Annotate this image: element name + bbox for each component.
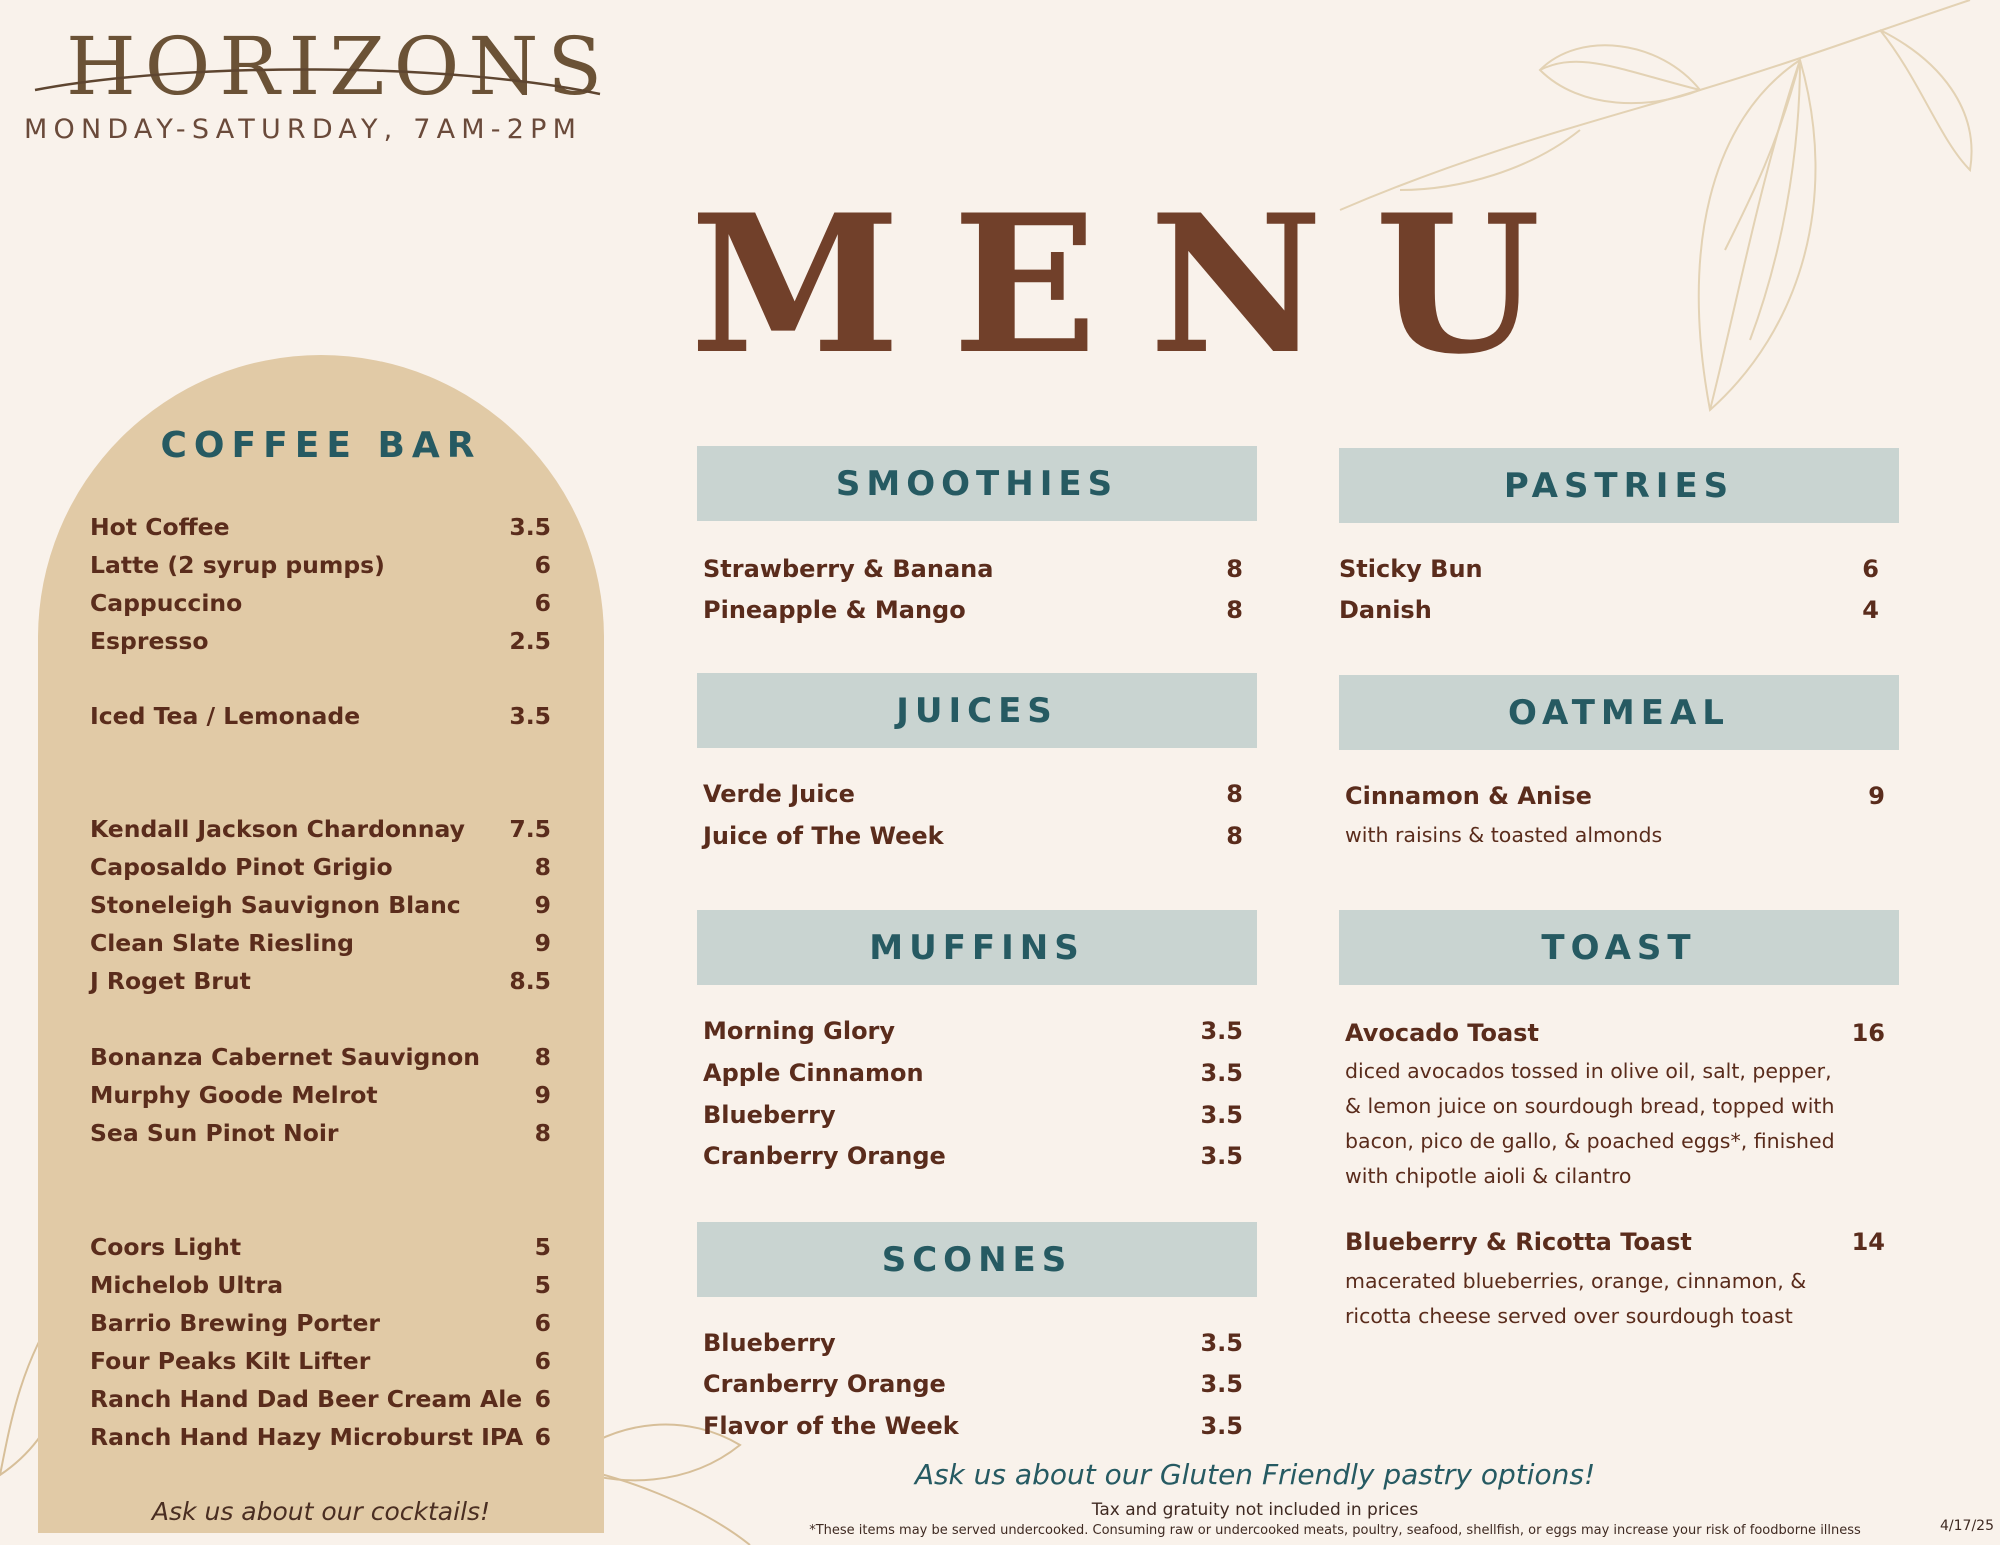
list-item xyxy=(90,1309,551,1337)
description-line: macerated blueberries, orange, cinnamon, & xyxy=(1345,1269,1807,1293)
list-item xyxy=(703,555,1243,583)
list-item xyxy=(90,1385,551,1413)
item-price: 2.5 xyxy=(509,627,551,655)
item-price: 8 xyxy=(1226,780,1243,808)
list-item xyxy=(90,513,551,541)
item-name: Iced Tea / Lemonade xyxy=(90,702,361,730)
item-price: 7.5 xyxy=(509,815,551,843)
item-price: 9 xyxy=(534,891,551,919)
item-price: 8 xyxy=(534,1043,551,1071)
item-price: 5 xyxy=(534,1271,551,1299)
item-price: 8 xyxy=(534,853,551,881)
list-item xyxy=(90,627,551,655)
item-name: Ranch Hand Dad Beer Cream Ale xyxy=(90,1385,523,1413)
item-name: Strawberry & Banana xyxy=(703,555,994,583)
list-item xyxy=(1345,1019,1885,1047)
item-name: Apple Cinnamon xyxy=(703,1059,924,1087)
item-description xyxy=(1345,1264,1806,1334)
list-item xyxy=(1345,1228,1885,1256)
item-name: Flavor of the Week xyxy=(703,1412,959,1440)
list-item xyxy=(703,780,1243,808)
item-description: with raisins & toasted almonds xyxy=(1345,823,1663,847)
coffee-bar-title: COFFEE BAR xyxy=(160,425,482,466)
list-item xyxy=(90,1423,551,1451)
item-price: 3.5 xyxy=(1200,1412,1243,1440)
tax-note: Tax and gratuity not included in prices xyxy=(1091,1500,1419,1520)
item-price: 16 xyxy=(1851,1019,1885,1047)
item-price: 9 xyxy=(534,929,551,957)
list-item xyxy=(1345,782,1885,810)
cocktails-note: Ask us about our cocktails! xyxy=(151,1497,491,1526)
list-item xyxy=(703,1101,1243,1129)
list-item xyxy=(90,967,551,995)
list-item xyxy=(90,1043,551,1071)
item-price: 6 xyxy=(534,589,551,617)
item-price: 3.5 xyxy=(1200,1329,1243,1357)
description-line: ricotta cheese served over sourdough toast xyxy=(1345,1304,1793,1328)
item-price: 3.5 xyxy=(1200,1101,1243,1129)
item-price: 8 xyxy=(1226,822,1243,850)
item-price: 6 xyxy=(534,1309,551,1337)
item-name: Juice of The Week xyxy=(703,822,944,850)
brand-name: HORIZONS xyxy=(66,20,612,113)
item-price: 9 xyxy=(534,1081,551,1109)
item-name: Sticky Bun xyxy=(1339,555,1483,583)
toast-header: TOAST xyxy=(1339,910,1899,985)
item-name: Danish xyxy=(1339,596,1432,624)
item-price: 3.5 xyxy=(1200,1059,1243,1087)
list-item xyxy=(703,1412,1243,1440)
item-name: Blueberry & Ricotta Toast xyxy=(1345,1228,1692,1256)
item-price: 4 xyxy=(1862,596,1879,624)
item-price: 3.5 xyxy=(509,702,551,730)
item-name: Caposaldo Pinot Grigio xyxy=(90,853,393,881)
page-title: MENU xyxy=(690,173,1593,396)
list-item xyxy=(1339,596,1879,624)
list-item xyxy=(703,1329,1243,1357)
item-price: 3.5 xyxy=(1200,1142,1243,1170)
pastries-header: PASTRIES xyxy=(1339,448,1899,523)
list-item xyxy=(90,1347,551,1375)
item-price: 9 xyxy=(1868,782,1885,810)
item-name: Michelob Ultra xyxy=(90,1271,284,1299)
list-item xyxy=(90,551,551,579)
item-name: Hot Coffee xyxy=(90,513,230,541)
list-item xyxy=(90,1271,551,1299)
item-price: 6 xyxy=(534,1347,551,1375)
item-price: 3.5 xyxy=(509,513,551,541)
item-name: Murphy Goode Melrot xyxy=(90,1081,378,1109)
smoothies-header: SMOOTHIES xyxy=(697,446,1257,521)
logo-swoosh xyxy=(30,22,620,112)
item-price: 6 xyxy=(1862,555,1879,583)
list-item xyxy=(703,1017,1243,1045)
list-item xyxy=(90,589,551,617)
item-name: Cranberry Orange xyxy=(703,1370,946,1398)
item-description xyxy=(1345,1054,1835,1194)
consumer-advisory: *These items may be served undercooked. Consuming raw or undercooked meats, poultry, seafood, shellfish, or eggs may increase your risk of foodborne illness xyxy=(809,1523,1861,1538)
muffins-header: MUFFINS xyxy=(697,910,1257,985)
gluten-friendly-note: Ask us about our Gluten Friendly pastry options! xyxy=(914,1458,1596,1491)
item-name: Blueberry xyxy=(703,1101,836,1129)
list-item xyxy=(703,1370,1243,1398)
list-item xyxy=(90,815,551,843)
list-item xyxy=(703,1142,1243,1170)
item-name: Kendall Jackson Chardonnay xyxy=(90,815,465,843)
list-item xyxy=(90,1233,551,1261)
item-price: 3.5 xyxy=(1200,1017,1243,1045)
item-name: Espresso xyxy=(90,627,209,655)
item-price: 3.5 xyxy=(1200,1370,1243,1398)
item-name: Avocado Toast xyxy=(1345,1019,1539,1047)
description-line: with chipotle aioli & cilantro xyxy=(1345,1164,1632,1188)
item-price: 8 xyxy=(1226,596,1243,624)
item-name: Morning Glory xyxy=(703,1017,896,1045)
item-name: Pineapple & Mango xyxy=(703,596,966,624)
item-name: Bonanza Cabernet Sauvignon xyxy=(90,1043,480,1071)
juices-header: JUICES xyxy=(697,673,1257,748)
description-line: diced avocados tossed in olive oil, salt, pepper, xyxy=(1345,1059,1832,1083)
brand-logo xyxy=(30,22,620,112)
item-price: 8 xyxy=(534,1119,551,1147)
item-name: Barrio Brewing Porter xyxy=(90,1309,380,1337)
item-name: Verde Juice xyxy=(703,780,855,808)
oatmeal-header: OATMEAL xyxy=(1339,675,1899,750)
list-item xyxy=(90,1081,551,1109)
item-price: 14 xyxy=(1851,1228,1885,1256)
item-name: Cinnamon & Anise xyxy=(1345,782,1592,810)
date-stamp: 4/17/25 xyxy=(1940,1518,1994,1534)
item-name: Stoneleigh Sauvignon Blanc xyxy=(90,891,461,919)
item-name: Cranberry Orange xyxy=(703,1142,946,1170)
item-price: 8.5 xyxy=(509,967,551,995)
list-item xyxy=(1339,555,1879,583)
list-item xyxy=(90,702,551,730)
item-price: 8 xyxy=(1226,555,1243,583)
item-price: 5 xyxy=(534,1233,551,1261)
list-item xyxy=(703,822,1243,850)
item-price: 6 xyxy=(534,1385,551,1413)
item-name: Ranch Hand Hazy Microburst IPA xyxy=(90,1423,524,1451)
item-name: Latte (2 syrup pumps) xyxy=(90,551,385,579)
list-item xyxy=(703,596,1243,624)
item-price: 6 xyxy=(534,551,551,579)
list-item xyxy=(90,891,551,919)
list-item xyxy=(703,1059,1243,1087)
list-item xyxy=(90,1119,551,1147)
item-name: Coors Light xyxy=(90,1233,242,1261)
item-name: Cappuccino xyxy=(90,589,243,617)
scones-header: SCONES xyxy=(697,1222,1257,1297)
item-price: 6 xyxy=(534,1423,551,1451)
coffee-bar-panel xyxy=(38,355,604,1533)
description-line: & lemon juice on sourdough bread, topped with xyxy=(1345,1094,1835,1118)
list-item xyxy=(90,929,551,957)
description-line: bacon, pico de gallo, & poached eggs*, finished xyxy=(1345,1129,1835,1153)
item-name: J Roget Brut xyxy=(90,967,251,995)
item-name: Blueberry xyxy=(703,1329,836,1357)
item-name: Four Peaks Kilt Lifter xyxy=(90,1347,371,1375)
list-item xyxy=(90,853,551,881)
opening-hours: MONDAY-SATURDAY, 7AM-2PM xyxy=(24,114,583,145)
item-name: Clean Slate Riesling xyxy=(90,929,354,957)
item-name: Sea Sun Pinot Noir xyxy=(90,1119,339,1147)
